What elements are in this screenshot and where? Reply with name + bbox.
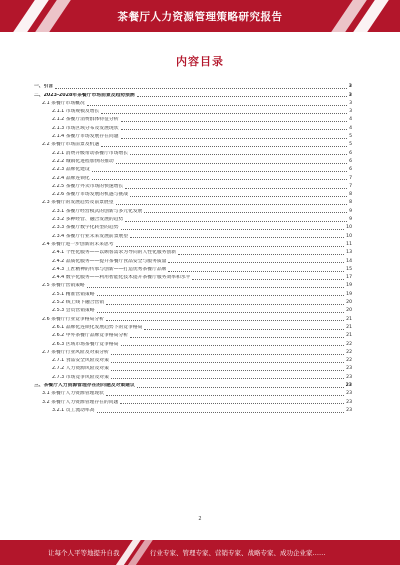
toc-entry-page: 22 [346,349,352,355]
toc-entry-title: 2.7 茶餐厅行业风险及对策分析 [42,349,109,355]
toc-entry[interactable] [34,381,352,389]
toc-entry-page: 7 [349,175,352,181]
toc-entry[interactable] [34,331,352,339]
toc-leader-dots [121,229,345,230]
footer-experts: 行业专家、管理专家、营销专家、战略专家、成功企业家…… [150,549,326,557]
toc-entry-page: 5 [349,142,352,148]
toc-entry-page: 17 [346,275,352,281]
toc-leader-dots [87,105,347,106]
toc-entry-page: 3 [349,100,352,106]
toc-entry-title: 2.4.2 品质化服务——提升茶餐厅食品安全与服务质量 [52,258,167,264]
toc-entry[interactable] [34,372,352,380]
toc-entry-title: 2.5.3 会员营销策略 [52,308,95,314]
toc-entry[interactable] [34,356,352,364]
toc-leader-dots [137,387,344,388]
toc-entry[interactable] [34,190,352,198]
toc-entry-page: 21 [346,316,352,322]
toc-leader-dots [121,138,348,139]
toc-entry-page: 19 [346,283,352,289]
toc-entry[interactable] [34,107,352,115]
toc-entry-page: 6 [349,158,352,164]
toc-entry[interactable] [34,265,352,273]
toc-entry[interactable] [34,306,352,314]
toc-entry-title: 2.3.3 茶餐厅数字化转型的趋势 [52,225,119,231]
toc-leader-dots [130,337,344,338]
toc-entry[interactable] [34,348,352,356]
toc-entry-page: 7 [349,183,352,189]
toc-leader-dots [168,271,344,272]
toc-entry[interactable] [34,364,352,372]
toc-entry-title: 2.5.1 精准营销策略 [52,291,95,297]
toc-entry-page: 10 [346,225,352,231]
toc-entry-title: 2.2 茶餐厅市场前景及机遇 [42,142,100,148]
toc-entry-title: 2.2.2 城镇化进程加快的推动 [52,158,114,164]
header-bar [0,0,400,32]
toc-leader-dots [111,378,344,379]
toc-entry[interactable] [34,406,352,414]
page-number: 2 [198,516,202,522]
toc-entry[interactable] [34,148,352,156]
toc-entry-title: 3.2 茶餐厅人力资源管理存在的问题 [42,399,119,405]
toc-entry-title: 2.6.3 区域市场茶餐厅竞争格局 [52,341,119,347]
toc-entry[interactable] [34,173,352,181]
toc-entry-page: 20 [346,300,352,306]
toc-entry-title: 2.5 茶餐厅营销策略 [42,283,85,289]
toc-leader-dots [92,179,347,180]
toc-entry[interactable] [34,323,352,331]
toc-leader-dots [116,163,347,164]
toc-leader-dots [111,370,344,371]
toc-entry[interactable] [34,256,352,264]
toc-leader-dots [92,171,347,172]
toc-entry-title: 2.1.2 茶餐厅消费群体特征分析 [52,117,119,123]
toc-entry-page: 3 [348,84,352,90]
toc-leader-dots [120,403,344,404]
toc-entry-page: 9 [349,208,352,214]
toc-entry[interactable] [34,281,352,289]
toc-entry[interactable] [34,165,352,173]
toc-entry-title: 三、茶餐厅人力资源管理存在的问题及对策建议 [34,382,135,388]
toc-entry-page: 8 [349,200,352,206]
toc-entry[interactable] [34,90,352,98]
toc-leader-dots [106,304,344,305]
footer-bar [0,540,400,565]
toc-entry[interactable] [34,298,352,306]
toc-leader-dots [106,395,344,396]
table-of-contents [34,82,352,414]
toc-entry-title: 2.4.1 个性化服务——以顾客需求为导向的人性化服务创新 [52,250,177,256]
toc-leader-dots [130,196,347,197]
toc-entry-page: 5 [349,134,352,140]
toc-entry[interactable] [34,215,352,223]
toc-title: 内容目录 [176,55,224,68]
toc-entry-page: 6 [349,167,352,173]
toc-entry-title: 2.3 茶餐厅的发展趋势及前景展望 [42,200,114,206]
toc-entry-page: 3 [348,92,352,98]
toc-entry-title: 2.2.3 品牌化建设 [52,167,90,173]
toc-entry-page: 23 [346,374,352,380]
toc-leader-dots [121,129,348,130]
toc-entry-title: 2.7.3 市场竞争风险及对策 [52,374,109,380]
toc-entry-page: 10 [346,233,352,239]
toc-entry-page: 9 [349,217,352,223]
toc-leader-dots [55,88,347,89]
toc-leader-dots [125,221,347,222]
toc-entry-title: 2.3.4 茶餐厅行业未来发展前景展望 [52,233,129,239]
toc-entry-title: 2.7.2 人力资源风险及对策 [52,366,109,372]
toc-entry-title: 2.2.4 品牌连锁化 [52,175,90,181]
toc-entry-page: 22 [346,341,352,347]
toc-entry-page: 4 [349,117,352,123]
toc-entry[interactable] [34,231,352,239]
toc-leader-dots [101,113,347,114]
toc-entry-title: 2.4.4 数字化服务——利用智能化技术提升茶餐厅服务效率和水平 [52,275,191,281]
toc-leader-dots [137,96,347,97]
toc-entry-title: 2.1.3 市场区域分布及发展现状 [52,125,119,131]
toc-entry[interactable] [34,140,352,148]
toc-entry-page: 3 [349,109,352,115]
toc-entry-page: 23 [346,366,352,372]
toc-entry-page: 23 [345,382,352,388]
toc-entry-title: 2.2.5 茶餐厅外卖市场的快速增长 [52,183,124,189]
toc-entry-title: 2.4 茶餐厅进一步创新的未来思考 [42,241,114,247]
toc-entry-title: 2.3.1 茶餐厅经营模式的创新与多元化发展 [52,208,143,214]
toc-entry-title: 2.2.6 茶餐厅市场发展的机遇与挑战 [52,192,129,198]
toc-entry[interactable] [34,206,352,214]
toc-entry-title: 2.6.2 中外茶餐厅品牌竞争格局分析 [52,333,129,339]
toc-entry[interactable] [34,314,352,322]
toc-leader-dots [116,246,345,247]
toc-entry[interactable] [34,182,352,190]
toc-leader-dots [130,154,347,155]
toc-entry-page: 23 [346,391,352,397]
toc-leader-dots [111,362,344,363]
toc-leader-dots [97,412,345,413]
toc-leader-dots [125,188,347,189]
toc-entry-page: 14 [346,258,352,264]
toc-entry-title: 2.3.2 多种经营、融合发展的趋势 [52,217,124,223]
toc-entry[interactable] [34,397,352,405]
toc-entry-page: 11 [346,241,352,247]
toc-leader-dots [192,279,344,280]
toc-entry[interactable] [34,132,352,140]
toc-entry-title: 3.1 茶餐厅人力资源管理现状 [42,391,104,397]
toc-leader-dots [97,295,345,296]
toc-entry-title: 2.6.1 品牌化连锁化发展趋势下的竞争格局 [52,324,143,330]
toc-entry-page: 22 [346,358,352,364]
toc-entry-title: 2.1.1 市场规模及增长 [52,109,100,115]
toc-entry-title: 二、2023-2028年茶餐厅市场前景及趋势预测 [34,92,135,98]
toc-entry-title: 2.4.3 工匠精神的传承与创新——打造优秀茶餐厅品牌 [52,266,167,272]
toc-entry-page: 21 [346,333,352,339]
toc-entry-page: 15 [346,266,352,272]
toc-leader-dots [101,146,347,147]
toc-entry[interactable] [34,223,352,231]
toc-leader-dots [116,204,348,205]
footer-slogan: 让每个人平等地提升自我 [48,549,120,557]
toc-entry[interactable] [34,82,352,90]
toc-entry[interactable] [34,273,352,281]
toc-entry-title: 2.1 茶餐厅市场概况 [42,100,85,106]
toc-leader-dots [97,312,345,313]
toc-entry[interactable] [34,99,352,107]
toc-leader-dots [144,329,344,330]
toc-entry[interactable] [34,198,352,206]
toc-entry-page: 20 [346,308,352,314]
toc-entry-page: 6 [349,150,352,156]
toc-leader-dots [144,212,347,213]
toc-entry-title: 3.2.1 员工流动率高 [52,407,95,413]
toc-leader-dots [168,262,344,263]
toc-entry[interactable] [34,339,352,347]
toc-leader-dots [178,254,344,255]
toc-leader-dots [121,345,345,346]
toc-leader-dots [130,237,344,238]
toc-entry-title: 2.2.1 消费升级带动茶餐厅市场增长 [52,150,129,156]
toc-entry-title: 2.6 茶餐厅行业竞争格局分析 [42,316,104,322]
toc-entry-page: 13 [346,250,352,256]
toc-entry[interactable] [34,123,352,131]
toc-entry[interactable] [34,240,352,248]
toc-entry-page: 23 [346,407,352,413]
toc-entry-page: 4 [349,125,352,131]
toc-entry-title: 2.7.1 食品安全风险及对策 [52,358,109,364]
toc-entry-page: 19 [346,291,352,297]
toc-entry-title: 2.1.4 茶餐厅市场发展存在问题 [52,134,119,140]
toc-entry[interactable] [34,248,352,256]
toc-leader-dots [111,354,344,355]
toc-entry-title: 一、引言 [34,84,54,90]
toc-entry[interactable] [34,289,352,297]
toc-leader-dots [106,320,344,321]
toc-entry[interactable] [34,389,352,397]
toc-entry-page: 8 [349,192,352,198]
toc-leader-dots [87,287,344,288]
toc-entry[interactable] [34,115,352,123]
toc-entry-page: 23 [346,399,352,405]
toc-entry-title: 2.5.2 线上线下融合营销 [52,300,105,306]
toc-leader-dots [121,121,348,122]
report-title: 茶餐厅人力资源管理策略研究报告 [117,11,283,23]
toc-entry-page: 21 [346,324,352,330]
toc-entry[interactable] [34,157,352,165]
